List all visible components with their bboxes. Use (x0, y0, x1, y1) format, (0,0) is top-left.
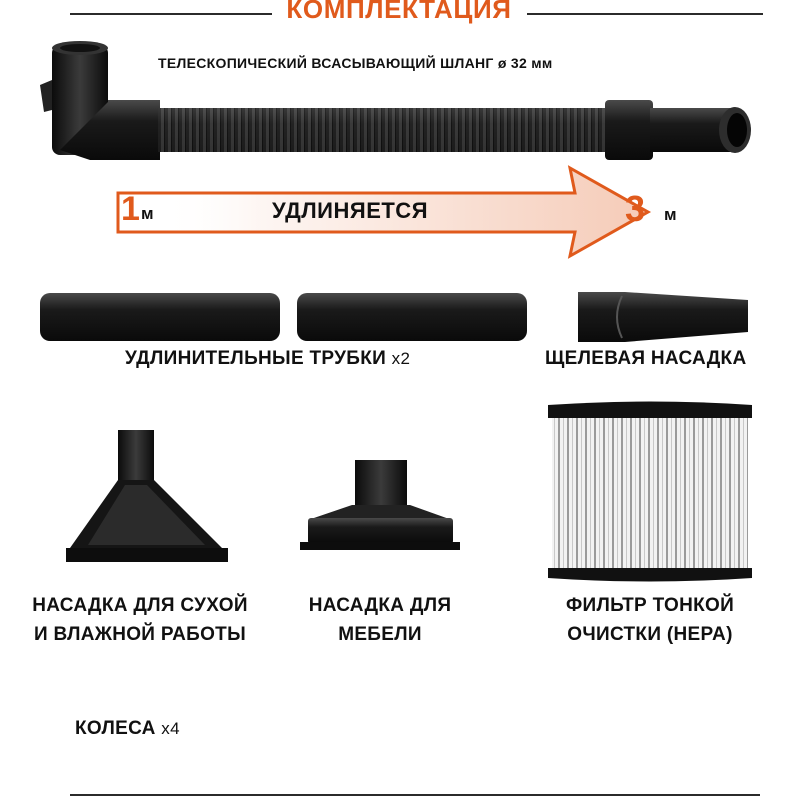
hepa-filter-line1: ФИЛЬТР ТОНКОЙ (565, 595, 735, 616)
footer-line (70, 794, 760, 796)
hepa-filter-line2: ОЧИСТКИ (HEPA) (567, 624, 733, 645)
wheels-name: КОЛЕСА (75, 718, 156, 739)
furniture-nozzle-line2: МЕБЕЛИ (338, 624, 422, 645)
length-from-value: 1 (121, 190, 140, 228)
page-title: КОМПЛЕКТАЦИЯ (286, 0, 512, 24)
wet-dry-nozzle-line2: И ВЛАЖНОЙ РАБОТЫ (33, 624, 246, 645)
crevice-nozzle-label: ЩЕЛЕВАЯ НАСАДКА (545, 348, 747, 369)
extension-tubes-count: x2 (391, 349, 411, 368)
extends-label: УДЛИНЯЕТСЯ (272, 198, 429, 223)
hose-label: ТЕЛЕСКОПИЧЕСКИЙ ВСАСЫВАЮЩИЙ ШЛАНГ ø 32 мм (158, 55, 553, 71)
length-to-value: 3 (625, 188, 646, 229)
length-from-unit: м (141, 204, 154, 223)
extension-tubes-name: УДЛИНИТЕЛЬНЫЕ ТРУБКИ (125, 348, 387, 369)
wheels-count: x4 (161, 719, 180, 738)
length-to-unit: м (664, 205, 677, 224)
furniture-nozzle-line1: НАСАДКА ДЛЯ (308, 595, 452, 616)
wet-dry-nozzle-line1: НАСАДКА ДЛЯ СУХОЙ (32, 595, 248, 616)
